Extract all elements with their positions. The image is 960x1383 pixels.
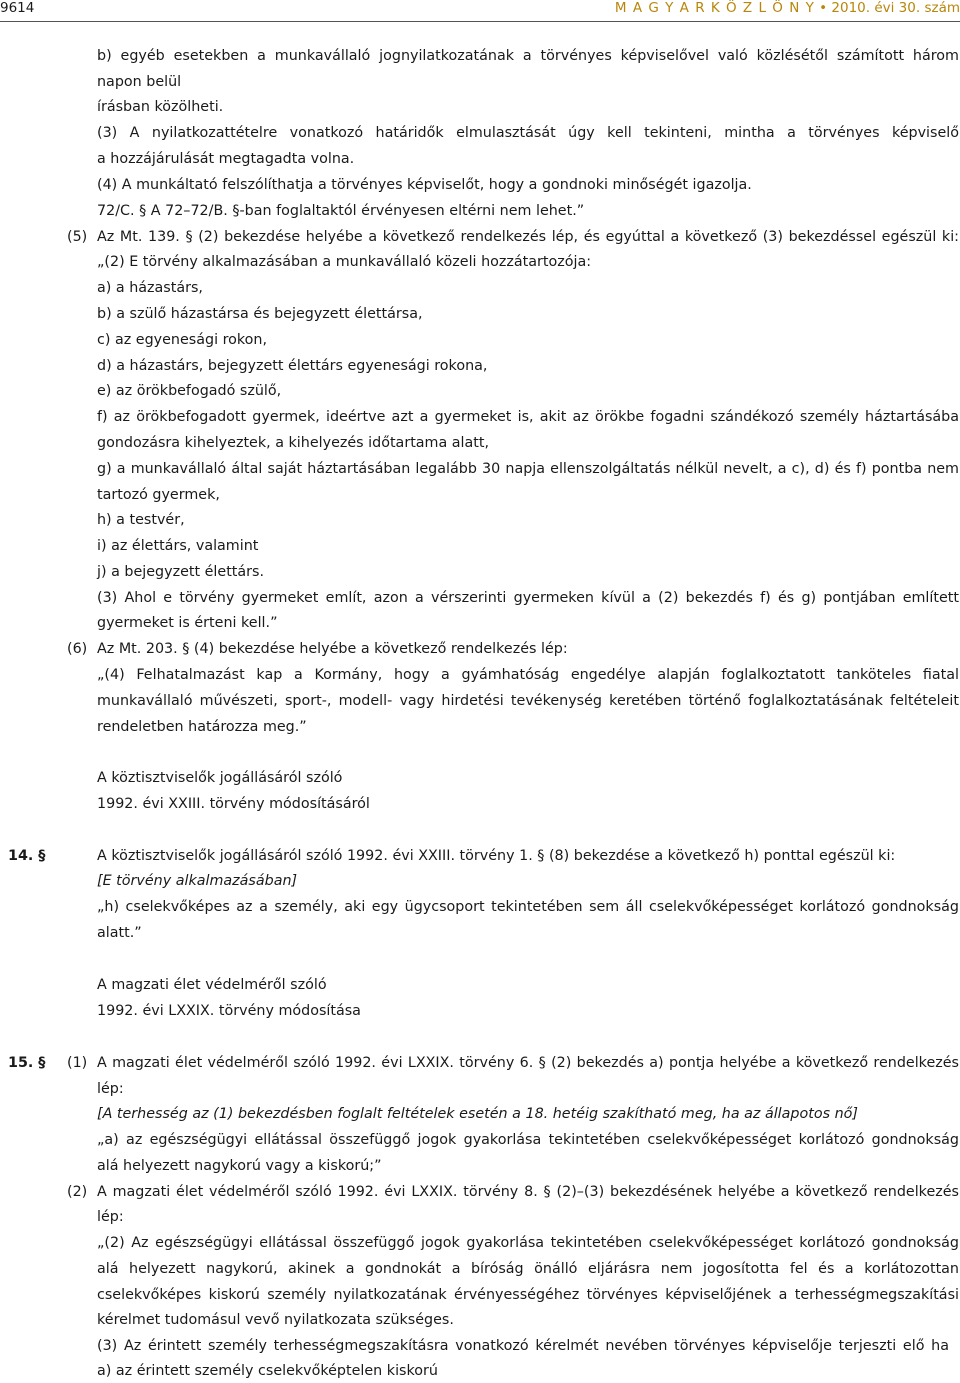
text-line: alatt.” xyxy=(97,925,142,941)
paragraph-number: (6) xyxy=(67,641,88,657)
page-number: 9614 xyxy=(0,0,35,16)
text-line: [A terhesség az (1) bekezdésben foglalt feltételek esetén a 18. hetéig szakítható meg, ha az állapotos nő] xyxy=(97,1106,858,1122)
issue-number: 2010. évi 30. szám xyxy=(831,0,960,16)
text-line: c) az egyenesági rokon, xyxy=(97,332,268,348)
section-heading: 1992. évi LXXIX. törvény módosítása xyxy=(97,1003,361,1019)
text-line: lép: xyxy=(97,1209,124,1225)
text-line: j) a bejegyzett élettárs. xyxy=(97,564,265,580)
paragraph-number: (5) xyxy=(67,229,88,245)
header-rule xyxy=(0,21,960,22)
text-line: a hozzájárulását megtagadta volna. xyxy=(97,151,355,167)
text-line: (3) A nyilatkozattételre vonatkozó határidők elmulasztását úgy kell tekinteni, mintha a törvényes képviselő xyxy=(97,125,959,141)
text-line: a) a házastárs, xyxy=(97,280,203,296)
text-line: gondozásra kihelyeztek, a kihelyezés időtartama alatt, xyxy=(97,435,490,451)
text-line: d) a házastárs, bejegyzett élettárs egyenesági rokona, xyxy=(97,358,488,374)
text-line: b) a szülő házastársa és bejegyzett élettársa, xyxy=(97,306,423,322)
text-line: e) az örökbefogadó szülő, xyxy=(97,383,282,399)
text-line: „(2) Az egészségügyi ellátással összefüggő jogok gyakorlása tekintetében cselekvőképességet korlátozó gondnokság xyxy=(97,1235,959,1251)
text-line: cselekvőképes kiskorú személy nyilatkozatának érvényességéhez törvényes képviselőjének a terhességmegszakítási xyxy=(97,1287,959,1303)
section-number: 15. § xyxy=(8,1055,46,1071)
text-line: alá helyezett nagykorú vagy a kiskorú;” xyxy=(97,1158,382,1174)
text-line: b) egyéb esetekben a munkavállaló jognyilatkozatának a törvényes képviselővel való közlésétől számított három xyxy=(97,48,959,64)
text-line: i) az élettárs, valamint xyxy=(97,538,259,554)
text-line: A magzati élet védelméről szóló 1992. évi LXXIX. törvény 8. § (2)–(3) bekezdésének helyébe a következő rendelkezés xyxy=(97,1184,959,1200)
text-line: rendeletben határozza meg.” xyxy=(97,719,307,735)
section-number: 14. § xyxy=(8,848,46,864)
paragraph-number: (2) xyxy=(67,1184,88,1200)
text-line: (4) A munkáltató felszólíthatja a törvényes képviselőt, hogy a gondnoki minőségét igazolja. xyxy=(97,177,752,193)
text-line: A köztisztviselők jogállásáról szóló 1992. évi XXIII. törvény 1. § (8) bekezdése a következő h) ponttal egészül ki: xyxy=(97,848,896,864)
text-line: [E törvény alkalmazásában] xyxy=(97,873,298,889)
text-line: gyermeket is érteni kell.” xyxy=(97,615,278,631)
text-line: „(4) Felhatalmazást kap a Kormány, hogy a gyámhatóság engedélye alapján foglalkoztatott tanköteles fiatal xyxy=(97,667,959,683)
section-heading: 1992. évi XXIII. törvény módosításáról xyxy=(97,796,370,812)
text-line: Az Mt. 139. § (2) bekezdése helyébe a következő rendelkezés lép, és egyúttal a következő (3) bekezdéssel egészül ki: xyxy=(97,229,959,245)
journal-masthead xyxy=(615,0,960,16)
text-line: g) a munkavállaló által saját háztartásában legalább 30 napja ellenszolgáltatás nélkül nevelt, a c), d) és f) pontba nem xyxy=(97,461,959,477)
text-line: alá helyezett nagykorú, akinek a gondnokát a bíróság önálló eljárásra nem jogosította fel és a korlátozottan xyxy=(97,1261,959,1277)
text-line: f) az örökbefogadott gyermek, ideértve azt a gyermeket is, akit az örökbe fogadni szándékozó személy háztartásába xyxy=(97,409,959,425)
section-heading: A köztisztviselők jogállásáról szóló xyxy=(97,770,343,786)
page-header xyxy=(0,0,960,22)
text-line: 72/C. § A 72–72/B. §-ban foglaltaktól érvényesen eltérni nem lehet.” xyxy=(97,203,585,219)
text-line: írásban közölheti. xyxy=(97,99,224,115)
text-line: h) a testvér, xyxy=(97,512,185,528)
section-heading: A magzati élet védelméről szóló xyxy=(97,977,327,993)
text-line: (3) Ahol e törvény gyermeket említ, azon a vérszerinti gyermeken kívül a (2) bekezdés f) és g) pontjában említett xyxy=(97,590,959,606)
text-line: munkavállaló művészeti, sport-, modell- vagy hirdetési tevékenység keretében történő foglalkoztatásának feltételeit xyxy=(97,693,959,709)
text-line: tartozó gyermek, xyxy=(97,487,220,503)
masthead-bullet: • xyxy=(819,0,828,16)
text-line: kérelmet tudomásul vevő nyilatkozata szükséges. xyxy=(97,1312,454,1328)
paragraph-number: (1) xyxy=(67,1055,88,1071)
text-line: napon belül xyxy=(97,74,182,90)
text-line: „h) cselekvőképes az a személy, aki egy ügycsoport tekintetében sem áll cselekvőképességet korlátozó gondnokság xyxy=(97,899,959,915)
journal-title: M A G Y A R K Ö Z L Ö N Y xyxy=(614,0,815,16)
text-line: a) az érintett személy cselekvőképtelen kiskorú xyxy=(97,1363,438,1379)
text-line: A magzati élet védelméről szóló 1992. évi LXXIX. törvény 6. § (2) bekezdés a) pontja helyébe a következő rendelkezés xyxy=(97,1055,959,1071)
text-line: „a) az egészségügyi ellátással összefüggő jogok gyakorlása tekintetében cselekvőképességet korlátozó gondnokság xyxy=(97,1132,959,1148)
text-line: Az Mt. 203. § (4) bekezdése helyébe a következő rendelkezés lép: xyxy=(97,641,568,657)
text-line: (3) Az érintett személy terhességmegszakításra vonatkozó kérelmét nevében törvényes képviselője terjeszti elő ha xyxy=(97,1338,949,1354)
text-line: „(2) E törvény alkalmazásában a munkavállaló közeli hozzátartozója: xyxy=(97,254,592,270)
text-line: lép: xyxy=(97,1081,124,1097)
